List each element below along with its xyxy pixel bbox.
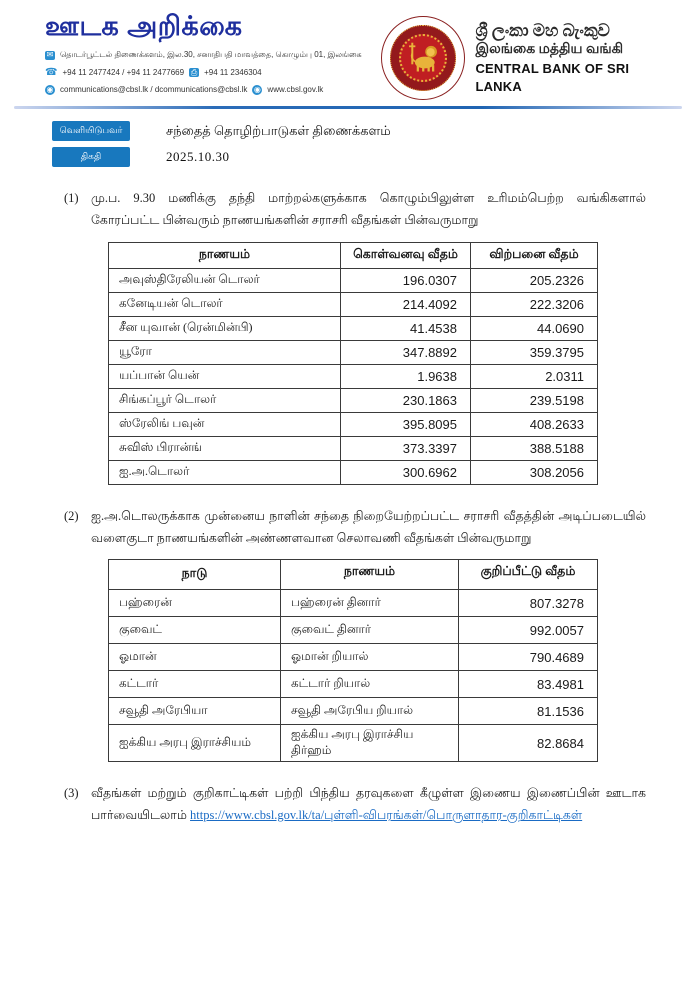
contact-phones: +94 11 2477424 / +94 11 2477669	[62, 67, 185, 77]
header-right	[381, 12, 668, 100]
selling-rate-cell: 205.2326	[471, 268, 598, 292]
selling-rate-cell: 308.2056	[471, 460, 598, 484]
email-icon: ◉	[46, 85, 54, 95]
paragraph-1-text: மு.ப. 9.30 மணிக்கு தந்தி மாற்றல்களுக்காக கொழும்பிலுள்ள உரிமம்பெற்ற வங்கிகளால் கோரப்பட்ட பின்வரும் நாணயங்களின் சராசரி வீதங்கள் பின்வருமாறு	[91, 191, 646, 228]
selling-rate-cell: 239.5198	[471, 388, 598, 412]
paragraph-1-number: (1)	[64, 191, 79, 205]
country-cell: பஹ்ரைன்	[109, 590, 281, 617]
selling-rate-cell: 2.0311	[471, 364, 598, 388]
buying-rate-cell: 214.4092	[341, 292, 471, 316]
table-row	[109, 388, 598, 412]
indicative-rate-cell: 81.1536	[459, 698, 598, 725]
paragraph-3-text	[91, 782, 646, 827]
selling-rate-cell: 408.2633	[471, 412, 598, 436]
currency-cell: சீன யுவான் (ரென்மின்பி)	[109, 316, 341, 340]
issuer-value: சந்தைத் தொழிற்பாடுகள் திணைக்களம்	[166, 122, 391, 138]
currency-cell: யூரோ	[109, 340, 341, 364]
buying-rate-cell: 230.1863	[341, 388, 471, 412]
paragraph-2	[64, 505, 646, 550]
currency-cell: அவுஸ்திரேலியன் டொலர்	[109, 268, 341, 292]
bank-name-english: CENTRAL BANK OF SRI LANKA	[475, 60, 630, 94]
paragraph-1	[64, 187, 646, 232]
currency-cell: ஸ்ரேலிங் பவுன்	[109, 412, 341, 436]
paragraph-3-number: (3)	[64, 786, 79, 800]
selling-rate-cell: 359.3795	[471, 340, 598, 364]
country-cell: கட்டார்	[109, 671, 281, 698]
gulf-currencies-header-row	[109, 560, 598, 590]
currency-cell: ஐக்கிய அரபு இராச்சிய திர்ஹம்	[281, 725, 459, 762]
country-cell: ஓமான்	[109, 644, 281, 671]
paragraph-3-body: வீதங்கள் மற்றும் குறிகாட்டிகள் பற்றி பிந்திய தரவுகளை கீழுள்ள இணைய இணைப்பின் ஊடாக பார்வையிடலாம்	[91, 786, 646, 823]
selling-rate-cell: 44.0690	[471, 316, 598, 340]
currency-cell: கனேடியன் டொலர்	[109, 292, 341, 316]
table-row	[109, 644, 598, 671]
indicative-rate-cell: 790.4689	[459, 644, 598, 671]
currency-cell: ஓமான் றியால்	[281, 644, 459, 671]
statistics-link[interactable]: https://www.cbsl.gov.lk/ta/புள்ளி-விபரங்கள்/பொருளாதார-குறிகாட்டிகள்	[190, 808, 583, 823]
exchange-rates-table	[108, 242, 598, 485]
bank-name-sinhala: ශ්‍රී ලංකා මහ බැංකුව	[475, 21, 610, 41]
issuer-badge: வெளியிடுபவர்	[52, 121, 130, 141]
indicative-rate-column-header: குறிப்பீட்டு வீதம்	[459, 560, 598, 590]
table-row	[109, 412, 598, 436]
buying-rate-cell: 300.6962	[341, 460, 471, 484]
cbsl-logo-core	[399, 34, 447, 82]
currency-column-header: நாணயம்	[109, 242, 341, 268]
lion-emblem-icon	[405, 40, 441, 76]
table-row	[109, 460, 598, 484]
indicative-rate-cell: 992.0057	[459, 617, 598, 644]
buying-rate-cell: 395.8095	[341, 412, 471, 436]
currency-cell: சிங்கப்பூர் டொலர்	[109, 388, 341, 412]
buying-rate-cell: 347.8892	[341, 340, 471, 364]
contact-address-line	[45, 47, 381, 63]
currency-cell: ஐ.அ.டொலர்	[109, 460, 341, 484]
table-row	[109, 436, 598, 460]
bank-name-tamil: இலங்கை மத்திய வங்கி	[475, 42, 624, 58]
date-badge: திகதி	[52, 147, 130, 167]
table-row	[109, 698, 598, 725]
table-row	[109, 292, 598, 316]
buying-rate-cell: 373.3397	[341, 436, 471, 460]
contact-website: www.cbsl.gov.lk	[267, 85, 324, 95]
table-row	[109, 671, 598, 698]
paragraph-2-text: ஐ.அ.டொலருக்காக முன்னைய நாளின் சந்தை நிறையேற்றப்பட்ட சராசரி வீதத்தின் அடிப்படையில் வளைகுடா நாணயங்களின் அண்ணளவான செலாவணி வீதங்கள் பின்வருமாறு	[91, 508, 646, 545]
indicative-rate-cell: 807.3278	[459, 590, 598, 617]
contact-web-line	[45, 82, 381, 98]
currency-cell: குவைட் தினார்	[281, 617, 459, 644]
header-divider	[14, 106, 682, 109]
table-row	[109, 725, 598, 762]
indicative-rate-cell: 82.8684	[459, 725, 598, 762]
currency-cell: சவூதி அரேபிய றியால்	[281, 698, 459, 725]
paragraph-2-number: (2)	[64, 508, 79, 523]
meta-block	[52, 121, 696, 167]
selling-rate-cell: 388.5188	[471, 436, 598, 460]
fax-icon: ⎙	[190, 67, 198, 77]
cbsl-logo	[381, 16, 465, 100]
issuer-row	[52, 121, 696, 141]
date-row	[52, 147, 696, 167]
buying-rate-column-header: கொள்வனவு வீதம்	[341, 242, 471, 268]
currency-cell: யப்பான் யென்	[109, 364, 341, 388]
table-row	[109, 590, 598, 617]
country-cell: ஐக்கிய அரபு இராச்சியம்	[109, 725, 281, 762]
indicative-rate-cell: 83.4981	[459, 671, 598, 698]
country-cell: சவூதி அரேபியா	[109, 698, 281, 725]
contact-emails: communications@cbsl.lk / dcommunications@cbsl.lk	[60, 85, 248, 95]
table-row	[109, 364, 598, 388]
currency-cell: கட்டார் றியால்	[281, 671, 459, 698]
currency-cell: சுவிஸ் பிரான்ங்	[109, 436, 341, 460]
country-cell: குவைட்	[109, 617, 281, 644]
country-column-header: நாடு	[109, 560, 281, 590]
gulf-currencies-table-body	[109, 590, 598, 762]
envelope-icon: ✉	[46, 50, 54, 60]
date-value: 2025.10.30	[166, 149, 230, 164]
contact-phone-line	[45, 63, 381, 83]
buying-rate-cell: 196.0307	[341, 268, 471, 292]
paragraph-3	[64, 782, 646, 827]
gulf-currencies-table	[108, 559, 598, 762]
buying-rate-cell: 41.4538	[341, 316, 471, 340]
buying-rate-cell: 1.9638	[341, 364, 471, 388]
exchange-rates-header-row	[109, 242, 598, 268]
phone-icon: ☎	[45, 66, 58, 78]
selling-rate-column-header: விற்பனை வீதம்	[471, 242, 598, 268]
selling-rate-cell: 222.3206	[471, 292, 598, 316]
exchange-rates-table-body	[109, 268, 598, 484]
header	[0, 0, 696, 100]
bank-names	[475, 20, 668, 96]
currency-cell: பஹ்ரைன் தினார்	[281, 590, 459, 617]
table-row	[109, 316, 598, 340]
table-row	[109, 617, 598, 644]
contact-address: தொடர்பூட்டல் திணைக்களம், இல.30, சனாதிபதி மாவத்தை, கொழும்பு 01, இலங்கை	[60, 50, 362, 60]
masthead-title: ஊடக அறிக்கை	[45, 11, 243, 41]
currency-column-header: நாணயம்	[281, 560, 459, 590]
contact-fax: +94 11 2346304	[204, 67, 262, 77]
globe-icon: ◉	[253, 85, 261, 95]
table-row	[109, 268, 598, 292]
header-left	[45, 12, 381, 100]
table-row	[109, 340, 598, 364]
